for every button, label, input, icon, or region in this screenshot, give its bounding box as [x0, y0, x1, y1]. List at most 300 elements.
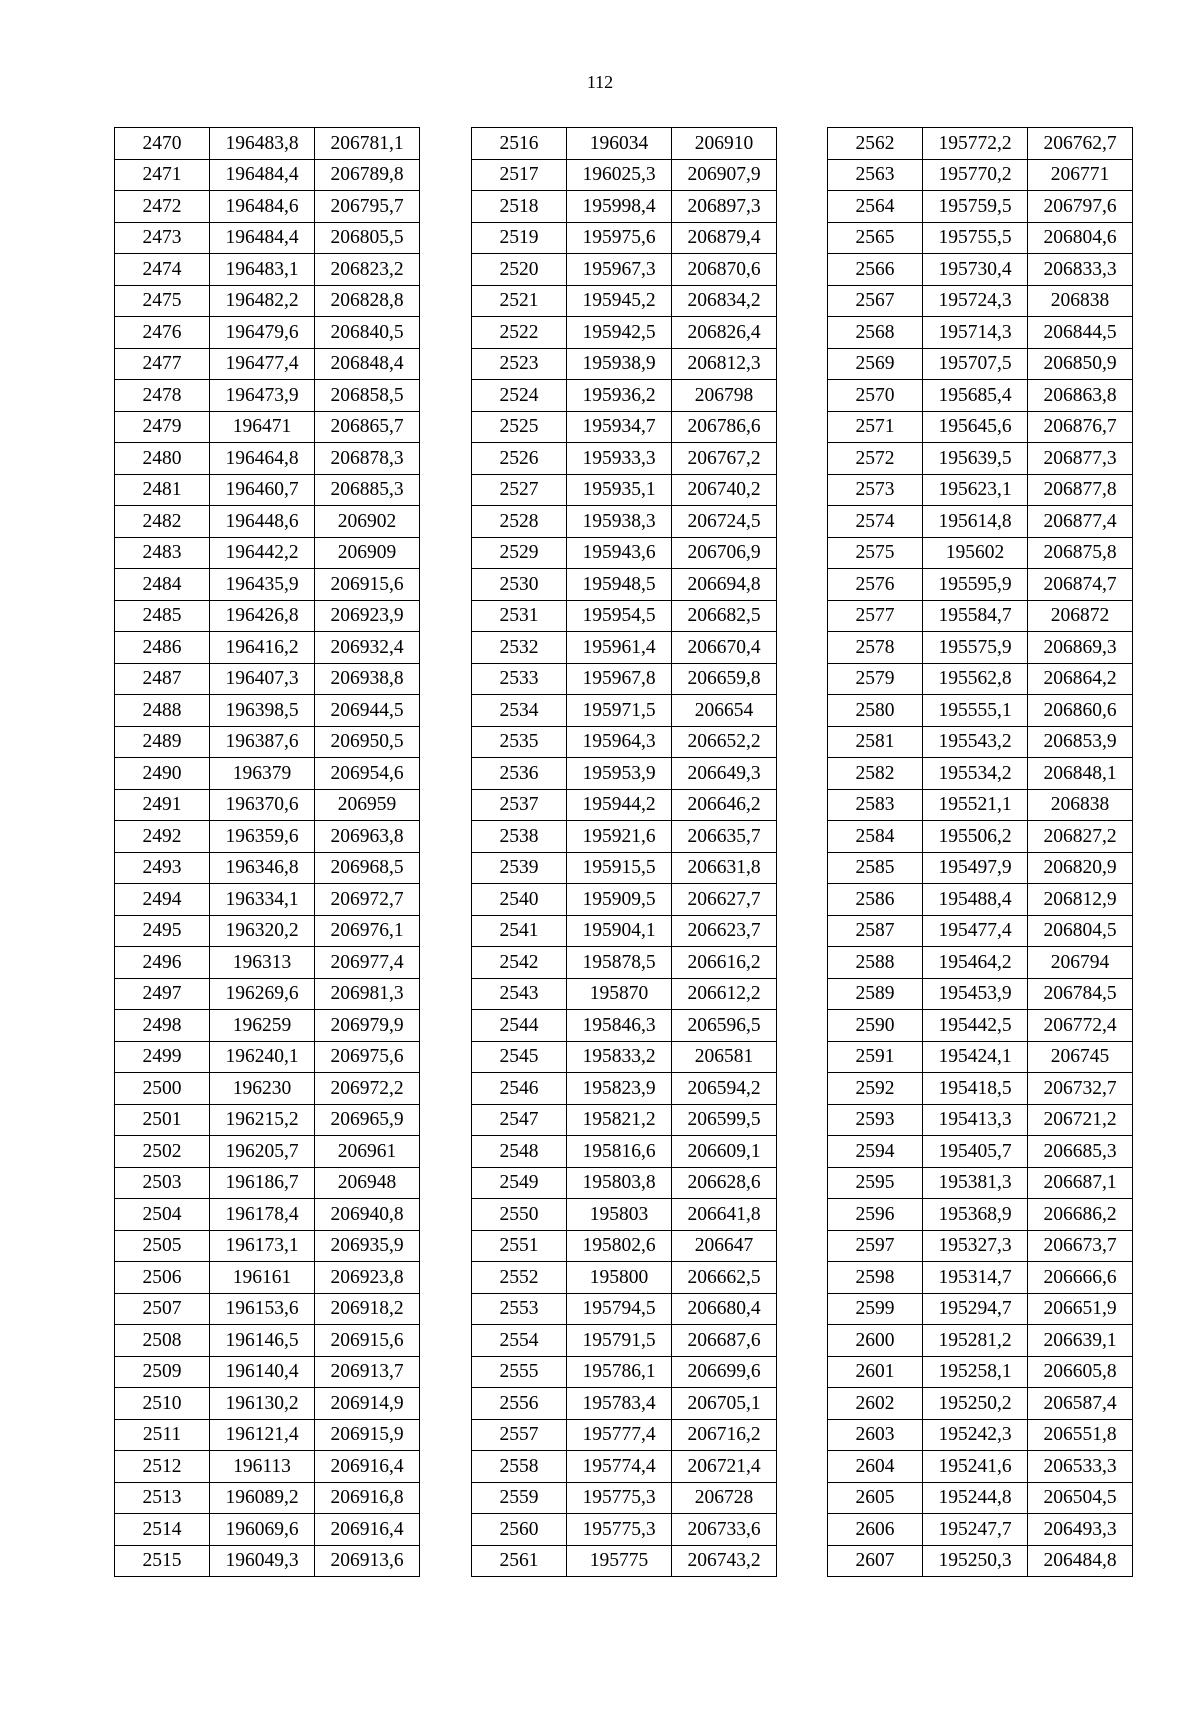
x-coordinate-cell: 195921,6 [567, 821, 672, 853]
x-coordinate-cell: 196173,1 [210, 1230, 315, 1262]
point-number-cell: 2530 [472, 569, 567, 601]
table-row [115, 222, 420, 254]
point-number-cell: 2549 [472, 1167, 567, 1199]
point-number-cell: 2502 [115, 1136, 210, 1168]
y-coordinate-cell: 206935,9 [315, 1230, 420, 1262]
table-row [472, 1419, 777, 1451]
point-number-cell: 2591 [828, 1041, 923, 1073]
table-row [472, 222, 777, 254]
y-coordinate-cell: 206627,7 [672, 884, 777, 916]
x-coordinate-cell: 195327,3 [923, 1230, 1028, 1262]
point-number-cell: 2504 [115, 1199, 210, 1231]
table-row [828, 128, 1133, 160]
x-coordinate-cell: 195534,2 [923, 758, 1028, 790]
table-row [828, 978, 1133, 1010]
y-coordinate-cell: 206812,9 [1028, 884, 1133, 916]
x-coordinate-cell: 195488,4 [923, 884, 1028, 916]
table-row [472, 506, 777, 538]
x-coordinate-cell: 196320,2 [210, 915, 315, 947]
y-coordinate-cell: 206641,8 [672, 1199, 777, 1231]
table-row [472, 1545, 777, 1577]
x-coordinate-cell: 195975,6 [567, 222, 672, 254]
point-number-cell: 2578 [828, 632, 923, 664]
point-number-cell: 2553 [472, 1293, 567, 1325]
point-number-cell: 2541 [472, 915, 567, 947]
table-row [828, 1136, 1133, 1168]
table-row [828, 789, 1133, 821]
y-coordinate-cell: 206587,4 [1028, 1388, 1133, 1420]
table-row [115, 506, 420, 538]
x-coordinate-cell: 195870 [567, 978, 672, 1010]
table-row [115, 1482, 420, 1514]
y-coordinate-cell: 206784,5 [1028, 978, 1133, 1010]
point-number-cell: 2569 [828, 348, 923, 380]
point-number-cell: 2472 [115, 191, 210, 223]
y-coordinate-cell: 206910 [672, 128, 777, 160]
point-number-cell: 2587 [828, 915, 923, 947]
y-coordinate-cell: 206850,9 [1028, 348, 1133, 380]
y-coordinate-cell: 206838 [1028, 789, 1133, 821]
table-row [828, 380, 1133, 412]
x-coordinate-cell: 195250,3 [923, 1545, 1028, 1577]
x-coordinate-cell: 195846,3 [567, 1010, 672, 1042]
y-coordinate-cell: 206673,7 [1028, 1230, 1133, 1262]
x-coordinate-cell: 195602 [923, 537, 1028, 569]
y-coordinate-cell: 206504,5 [1028, 1482, 1133, 1514]
table-row [472, 821, 777, 853]
point-number-cell: 2534 [472, 695, 567, 727]
point-number-cell: 2513 [115, 1482, 210, 1514]
table-row [472, 191, 777, 223]
x-coordinate-cell: 195614,8 [923, 506, 1028, 538]
x-coordinate-cell: 195915,5 [567, 852, 672, 884]
table-row [828, 726, 1133, 758]
x-coordinate-cell: 196240,1 [210, 1041, 315, 1073]
y-coordinate-cell: 206651,9 [1028, 1293, 1133, 1325]
x-coordinate-cell: 195971,5 [567, 695, 672, 727]
point-number-cell: 2482 [115, 506, 210, 538]
y-coordinate-cell: 206979,9 [315, 1010, 420, 1042]
x-coordinate-cell: 196359,6 [210, 821, 315, 853]
x-coordinate-cell: 195562,8 [923, 663, 1028, 695]
y-coordinate-cell: 206877,8 [1028, 474, 1133, 506]
table-row [115, 1293, 420, 1325]
table-row [828, 1451, 1133, 1483]
point-number-cell: 2485 [115, 600, 210, 632]
table-row [828, 254, 1133, 286]
point-number-cell: 2526 [472, 443, 567, 475]
point-number-cell: 2594 [828, 1136, 923, 1168]
point-number-cell: 2564 [828, 191, 923, 223]
table-row [472, 1356, 777, 1388]
point-number-cell: 2511 [115, 1419, 210, 1451]
x-coordinate-cell: 195645,6 [923, 411, 1028, 443]
point-number-cell: 2579 [828, 663, 923, 695]
y-coordinate-cell: 206647 [672, 1230, 777, 1262]
y-coordinate-cell: 206981,3 [315, 978, 420, 1010]
x-coordinate-cell: 196435,9 [210, 569, 315, 601]
point-number-cell: 2588 [828, 947, 923, 979]
x-coordinate-cell: 195555,1 [923, 695, 1028, 727]
x-coordinate-cell: 196069,6 [210, 1514, 315, 1546]
table-row [828, 191, 1133, 223]
y-coordinate-cell: 206762,7 [1028, 128, 1133, 160]
point-number-cell: 2512 [115, 1451, 210, 1483]
point-number-cell: 2505 [115, 1230, 210, 1262]
y-coordinate-cell: 206551,8 [1028, 1419, 1133, 1451]
x-coordinate-cell: 196473,9 [210, 380, 315, 412]
x-coordinate-cell: 196146,5 [210, 1325, 315, 1357]
x-coordinate-cell: 195584,7 [923, 600, 1028, 632]
y-coordinate-cell: 206972,2 [315, 1073, 420, 1105]
point-number-cell: 2582 [828, 758, 923, 790]
y-coordinate-cell: 206963,8 [315, 821, 420, 853]
y-coordinate-cell: 206823,2 [315, 254, 420, 286]
point-number-cell: 2561 [472, 1545, 567, 1577]
table-row [828, 1262, 1133, 1294]
x-coordinate-cell: 195281,2 [923, 1325, 1028, 1357]
point-number-cell: 2563 [828, 159, 923, 191]
table-row [472, 978, 777, 1010]
point-number-cell: 2508 [115, 1325, 210, 1357]
x-coordinate-cell: 195775,3 [567, 1514, 672, 1546]
x-coordinate-cell: 196230 [210, 1073, 315, 1105]
point-number-cell: 2490 [115, 758, 210, 790]
x-coordinate-cell: 195944,2 [567, 789, 672, 821]
y-coordinate-cell: 206686,2 [1028, 1199, 1133, 1231]
x-coordinate-cell: 195241,6 [923, 1451, 1028, 1483]
table-row [472, 1514, 777, 1546]
x-coordinate-cell: 195998,4 [567, 191, 672, 223]
x-coordinate-cell: 195639,5 [923, 443, 1028, 475]
table-row [828, 1545, 1133, 1577]
x-coordinate-cell: 195938,9 [567, 348, 672, 380]
point-number-cell: 2557 [472, 1419, 567, 1451]
table-row [472, 380, 777, 412]
y-coordinate-cell: 206876,7 [1028, 411, 1133, 443]
table-row [115, 317, 420, 349]
point-number-cell: 2565 [828, 222, 923, 254]
point-number-cell: 2581 [828, 726, 923, 758]
table-row [115, 821, 420, 853]
x-coordinate-cell: 195685,4 [923, 380, 1028, 412]
table-row [472, 443, 777, 475]
y-coordinate-cell: 206907,9 [672, 159, 777, 191]
table-row [828, 632, 1133, 664]
y-coordinate-cell: 206687,1 [1028, 1167, 1133, 1199]
x-coordinate-cell: 195821,2 [567, 1104, 672, 1136]
x-coordinate-cell: 196215,2 [210, 1104, 315, 1136]
point-number-cell: 2493 [115, 852, 210, 884]
y-coordinate-cell: 206872 [1028, 600, 1133, 632]
table-row [828, 1514, 1133, 1546]
x-coordinate-cell: 195961,4 [567, 632, 672, 664]
table-row [472, 128, 777, 160]
point-number-cell: 2550 [472, 1199, 567, 1231]
y-coordinate-cell: 206649,3 [672, 758, 777, 790]
table-row [828, 947, 1133, 979]
y-coordinate-cell: 206781,1 [315, 128, 420, 160]
y-coordinate-cell: 206923,9 [315, 600, 420, 632]
y-coordinate-cell: 206844,5 [1028, 317, 1133, 349]
y-coordinate-cell: 206767,2 [672, 443, 777, 475]
x-coordinate-cell: 195381,3 [923, 1167, 1028, 1199]
y-coordinate-cell: 206786,6 [672, 411, 777, 443]
table-row [828, 1041, 1133, 1073]
y-coordinate-cell: 206652,2 [672, 726, 777, 758]
x-coordinate-cell: 195775,3 [567, 1482, 672, 1514]
x-coordinate-cell: 196313 [210, 947, 315, 979]
point-number-cell: 2542 [472, 947, 567, 979]
y-coordinate-cell: 206940,8 [315, 1199, 420, 1231]
x-coordinate-cell: 195933,3 [567, 443, 672, 475]
table-row [115, 789, 420, 821]
point-number-cell: 2518 [472, 191, 567, 223]
x-coordinate-cell: 196484,6 [210, 191, 315, 223]
y-coordinate-cell: 206493,3 [1028, 1514, 1133, 1546]
x-coordinate-cell: 195803 [567, 1199, 672, 1231]
y-coordinate-cell: 206869,3 [1028, 632, 1133, 664]
table-row [828, 1356, 1133, 1388]
table-row [828, 1293, 1133, 1325]
y-coordinate-cell: 206805,5 [315, 222, 420, 254]
x-coordinate-cell: 196259 [210, 1010, 315, 1042]
x-coordinate-cell: 196346,8 [210, 852, 315, 884]
y-coordinate-cell: 206609,1 [672, 1136, 777, 1168]
point-number-cell: 2470 [115, 128, 210, 160]
y-coordinate-cell: 206865,7 [315, 411, 420, 443]
x-coordinate-cell: 195770,2 [923, 159, 1028, 191]
point-number-cell: 2514 [115, 1514, 210, 1546]
y-coordinate-cell: 206789,8 [315, 159, 420, 191]
table-row [828, 884, 1133, 916]
point-number-cell: 2519 [472, 222, 567, 254]
y-coordinate-cell: 206877,4 [1028, 506, 1133, 538]
x-coordinate-cell: 195774,4 [567, 1451, 672, 1483]
point-number-cell: 2532 [472, 632, 567, 664]
y-coordinate-cell: 206596,5 [672, 1010, 777, 1042]
x-coordinate-cell: 195964,3 [567, 726, 672, 758]
table-row [472, 789, 777, 821]
x-coordinate-cell: 195954,5 [567, 600, 672, 632]
y-coordinate-cell: 206772,4 [1028, 1010, 1133, 1042]
point-number-cell: 2567 [828, 285, 923, 317]
point-number-cell: 2546 [472, 1073, 567, 1105]
point-number-cell: 2529 [472, 537, 567, 569]
y-coordinate-cell: 206732,7 [1028, 1073, 1133, 1105]
x-coordinate-cell: 195424,1 [923, 1041, 1028, 1073]
table-row [115, 1388, 420, 1420]
table-row [828, 506, 1133, 538]
x-coordinate-cell: 195506,2 [923, 821, 1028, 853]
x-coordinate-cell: 195497,9 [923, 852, 1028, 884]
point-number-cell: 2521 [472, 285, 567, 317]
point-number-cell: 2560 [472, 1514, 567, 1546]
y-coordinate-cell: 206954,6 [315, 758, 420, 790]
table-row [472, 1262, 777, 1294]
x-coordinate-cell: 196482,2 [210, 285, 315, 317]
y-coordinate-cell: 206820,9 [1028, 852, 1133, 884]
y-coordinate-cell: 206628,6 [672, 1167, 777, 1199]
y-coordinate-cell: 206694,8 [672, 569, 777, 601]
point-number-cell: 2506 [115, 1262, 210, 1294]
x-coordinate-cell: 195521,1 [923, 789, 1028, 821]
x-coordinate-cell: 196483,1 [210, 254, 315, 286]
point-number-cell: 2481 [115, 474, 210, 506]
y-coordinate-cell: 206853,9 [1028, 726, 1133, 758]
table-row [115, 1230, 420, 1262]
table-row [115, 1104, 420, 1136]
x-coordinate-cell: 195945,2 [567, 285, 672, 317]
table-row [115, 474, 420, 506]
x-coordinate-cell: 195948,5 [567, 569, 672, 601]
table-row [472, 695, 777, 727]
x-coordinate-cell: 195724,3 [923, 285, 1028, 317]
y-coordinate-cell: 206914,9 [315, 1388, 420, 1420]
x-coordinate-cell: 196269,6 [210, 978, 315, 1010]
x-coordinate-cell: 195772,2 [923, 128, 1028, 160]
page-number: 112 [586, 72, 614, 92]
y-coordinate-cell: 206834,2 [672, 285, 777, 317]
y-coordinate-cell: 206902 [315, 506, 420, 538]
table-row [472, 915, 777, 947]
table-row [472, 1136, 777, 1168]
x-coordinate-cell: 195442,5 [923, 1010, 1028, 1042]
point-number-cell: 2515 [115, 1545, 210, 1577]
y-coordinate-cell: 206771 [1028, 159, 1133, 191]
point-number-cell: 2597 [828, 1230, 923, 1262]
x-coordinate-cell: 196153,6 [210, 1293, 315, 1325]
y-coordinate-cell: 206666,6 [1028, 1262, 1133, 1294]
point-number-cell: 2568 [828, 317, 923, 349]
y-coordinate-cell: 206743,2 [672, 1545, 777, 1577]
point-number-cell: 2552 [472, 1262, 567, 1294]
point-number-cell: 2558 [472, 1451, 567, 1483]
x-coordinate-cell: 195707,5 [923, 348, 1028, 380]
y-coordinate-cell: 206484,8 [1028, 1545, 1133, 1577]
y-coordinate-cell: 206685,3 [1028, 1136, 1133, 1168]
y-coordinate-cell: 206879,4 [672, 222, 777, 254]
table-row [828, 1010, 1133, 1042]
point-number-cell: 2595 [828, 1167, 923, 1199]
point-number-cell: 2583 [828, 789, 923, 821]
y-coordinate-cell: 206965,9 [315, 1104, 420, 1136]
y-coordinate-cell: 206915,9 [315, 1419, 420, 1451]
y-coordinate-cell: 206812,3 [672, 348, 777, 380]
point-number-cell: 2571 [828, 411, 923, 443]
table-row [115, 1199, 420, 1231]
point-number-cell: 2523 [472, 348, 567, 380]
x-coordinate-cell: 195453,9 [923, 978, 1028, 1010]
point-number-cell: 2570 [828, 380, 923, 412]
x-coordinate-cell: 196049,3 [210, 1545, 315, 1577]
table-row [828, 411, 1133, 443]
x-coordinate-cell: 195938,3 [567, 506, 672, 538]
point-number-cell: 2522 [472, 317, 567, 349]
coordinates-table-1 [114, 127, 420, 1577]
x-coordinate-cell: 195405,7 [923, 1136, 1028, 1168]
point-number-cell: 2555 [472, 1356, 567, 1388]
table-row [828, 663, 1133, 695]
table-row [472, 1010, 777, 1042]
y-coordinate-cell: 206972,7 [315, 884, 420, 916]
table-row [828, 1230, 1133, 1262]
point-number-cell: 2494 [115, 884, 210, 916]
x-coordinate-cell: 195833,2 [567, 1041, 672, 1073]
table-row [828, 821, 1133, 853]
table-row [828, 695, 1133, 727]
point-number-cell: 2544 [472, 1010, 567, 1042]
table-row [828, 1325, 1133, 1357]
y-coordinate-cell: 206680,4 [672, 1293, 777, 1325]
point-number-cell: 2475 [115, 285, 210, 317]
point-number-cell: 2559 [472, 1482, 567, 1514]
y-coordinate-cell: 206860,6 [1028, 695, 1133, 727]
y-coordinate-cell: 206745 [1028, 1041, 1133, 1073]
point-number-cell: 2556 [472, 1388, 567, 1420]
x-coordinate-cell: 196484,4 [210, 159, 315, 191]
x-coordinate-cell: 195714,3 [923, 317, 1028, 349]
table-row [115, 128, 420, 160]
y-coordinate-cell: 206716,2 [672, 1419, 777, 1451]
point-number-cell: 2598 [828, 1262, 923, 1294]
y-coordinate-cell: 206968,5 [315, 852, 420, 884]
point-number-cell: 2603 [828, 1419, 923, 1451]
y-coordinate-cell: 206840,5 [315, 317, 420, 349]
table-row [828, 348, 1133, 380]
table-row [472, 632, 777, 664]
point-number-cell: 2573 [828, 474, 923, 506]
x-coordinate-cell: 196464,8 [210, 443, 315, 475]
table-row [472, 1388, 777, 1420]
y-coordinate-cell: 206721,2 [1028, 1104, 1133, 1136]
x-coordinate-cell: 195294,7 [923, 1293, 1028, 1325]
table-row [828, 222, 1133, 254]
y-coordinate-cell: 206828,8 [315, 285, 420, 317]
x-coordinate-cell: 196448,6 [210, 506, 315, 538]
point-number-cell: 2600 [828, 1325, 923, 1357]
table-row [828, 443, 1133, 475]
x-coordinate-cell: 196477,4 [210, 348, 315, 380]
table-row [115, 1419, 420, 1451]
table-row [472, 1482, 777, 1514]
point-number-cell: 2500 [115, 1073, 210, 1105]
point-number-cell: 2491 [115, 789, 210, 821]
x-coordinate-cell: 195803,8 [567, 1167, 672, 1199]
x-coordinate-cell: 196089,2 [210, 1482, 315, 1514]
table-row [472, 254, 777, 286]
table-row [472, 758, 777, 790]
y-coordinate-cell: 206605,8 [1028, 1356, 1133, 1388]
y-coordinate-cell: 206923,8 [315, 1262, 420, 1294]
table-row [115, 380, 420, 412]
table-row [115, 915, 420, 947]
table-row [472, 317, 777, 349]
point-number-cell: 2527 [472, 474, 567, 506]
table-row [472, 569, 777, 601]
table-row [828, 852, 1133, 884]
x-coordinate-cell: 196460,7 [210, 474, 315, 506]
point-number-cell: 2507 [115, 1293, 210, 1325]
x-coordinate-cell: 195967,8 [567, 663, 672, 695]
table-row [115, 254, 420, 286]
x-coordinate-cell: 196416,2 [210, 632, 315, 664]
x-coordinate-cell: 196113 [210, 1451, 315, 1483]
table-row [828, 1073, 1133, 1105]
y-coordinate-cell: 206877,3 [1028, 443, 1133, 475]
x-coordinate-cell: 195477,4 [923, 915, 1028, 947]
y-coordinate-cell: 206848,1 [1028, 758, 1133, 790]
